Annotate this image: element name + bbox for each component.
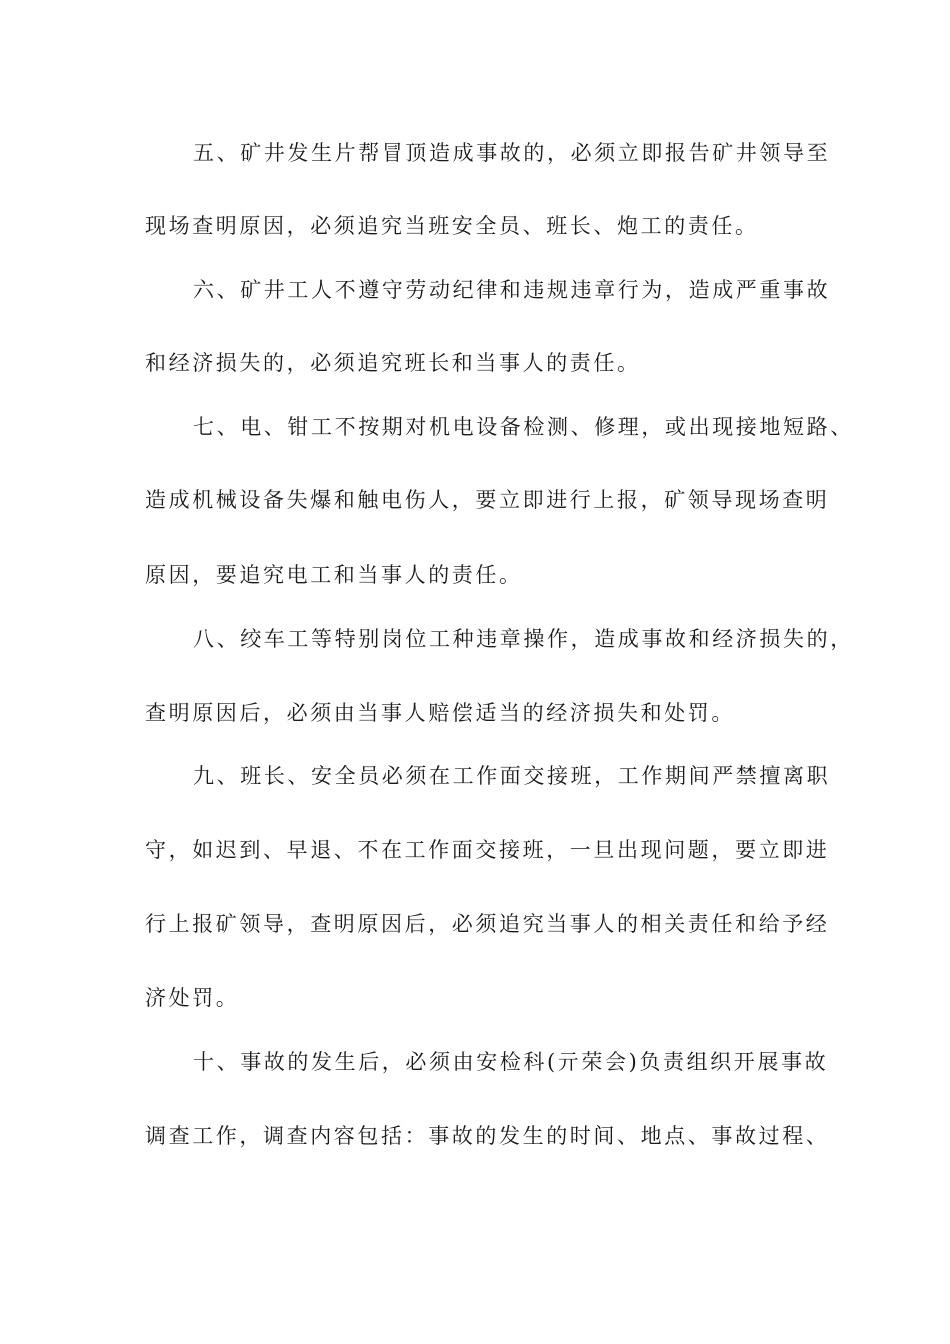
paragraph-5-line-2: 现场查明原因，必须追究当班安全员、班长、炮工的责任。 <box>145 214 759 238</box>
paragraph-7-line-2: 造成机械设备失爆和触电伤人，要立即进行上报，矿领导现场查明 <box>145 488 830 512</box>
paragraph-10-line-1: 十、事故的发生后，必须由安检科(亓荣会)负责组织开展事故 <box>193 1050 829 1074</box>
paragraph-6-line-2: 和经济损失的，必须追究班长和当事人的责任。 <box>145 351 641 375</box>
paragraph-9-line-4: 济处罚。 <box>145 986 240 1010</box>
paragraph-8-line-2: 查明原因后，必须由当事人赔偿适当的经济损失和处罚。 <box>145 701 735 725</box>
paragraph-9-line-3: 行上报矿领导，查明原因后，必须追究当事人的相关责任和给予经 <box>145 912 830 936</box>
paragraph-10-line-2: 调查工作，调查内容包括：事故的发生的时间、地点、事故过程、 <box>145 1124 830 1148</box>
paragraph-5-line-1: 五、矿井发生片帮冒顶造成事故的，必须立即报告矿井领导至 <box>193 141 831 165</box>
paragraph-9-line-1: 九、班长、安全员必须在工作面交接班，工作期间严禁擅离职 <box>193 764 831 788</box>
paragraph-9-line-2: 守，如迟到、早退、不在工作面交接班，一旦出现问题，要立即进 <box>145 838 830 862</box>
paragraph-8-line-1: 八、绞车工等特别岗位工种违章操作，造成事故和经济损失的， <box>193 627 854 651</box>
paragraph-7-line-1: 七、电、钳工不按期对机电设备检测、修理，或出现接地短路、 <box>193 415 854 439</box>
paragraph-7-line-3: 原因，要追究电工和当事人的责任。 <box>145 563 523 587</box>
paragraph-6-line-1: 六、矿井工人不遵守劳动纪律和违规违章行为，造成严重事故 <box>193 278 831 302</box>
